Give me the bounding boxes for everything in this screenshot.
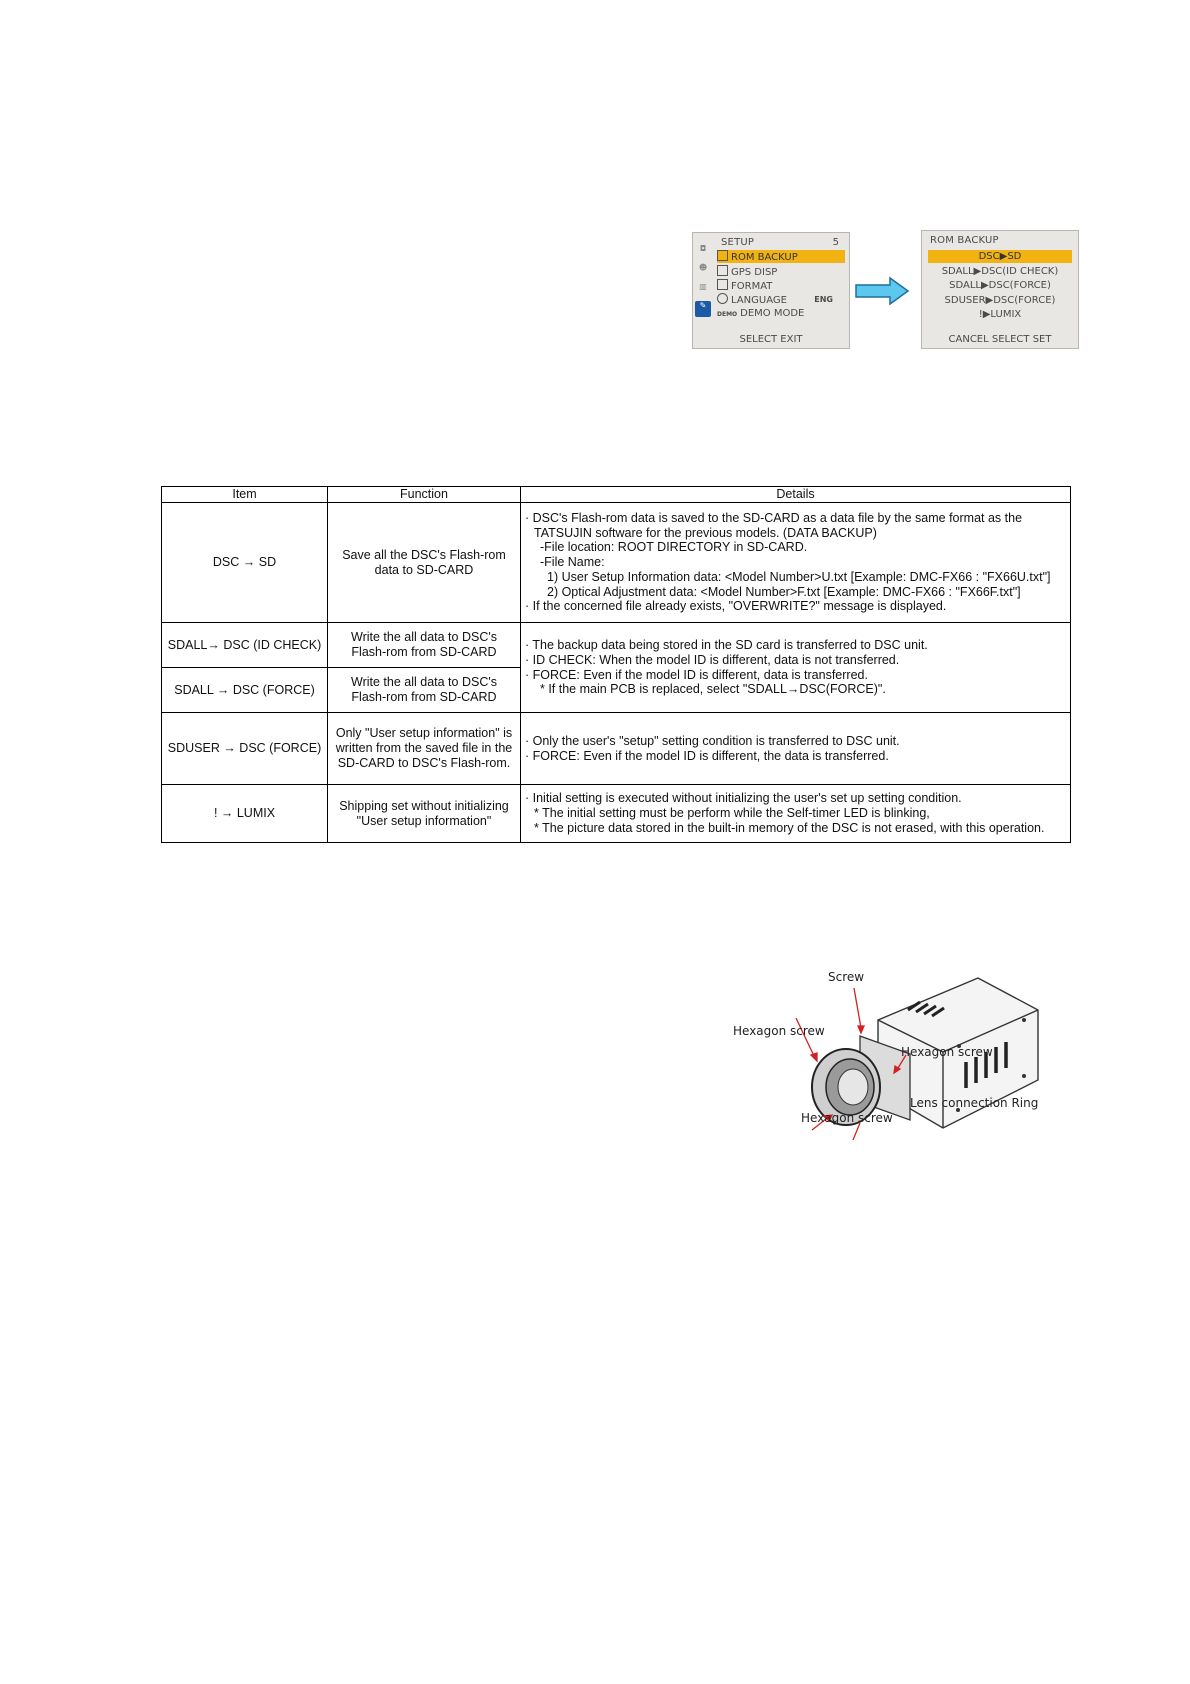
table-row [162,713,1071,785]
label-screw: Screw [828,970,865,984]
setup-menu-page: 5 [832,237,839,248]
function-cell: Save all the DSC's Flash-rom data to SD-CARD [328,503,521,623]
table-row [162,623,1071,668]
details-cell: · DSC's Flash-rom data is saved to the SD-CARD as a data file by the same format as the TATSUJIN software for the previous models. (DATA BACKUP) -File location: ROOT DIRECTORY in SD-CARD. -File Name: 1) User Setup Information data: <Model Number>U.txt [Example: DMC-FX66 : "FX66U.txt"] 2) Optical Adjustment data: <Model Number>F.txt [Example: DMC-FX66 : "FX66F.txt"] · If the concerned file already exists, "OVERWRITE?" message is displayed. [521,503,1071,623]
right-arrow-icon [854,276,910,306]
function-cell: Shipping set without initializing "User setup information" [328,785,521,843]
setup-item-gps-disp: GPS DISP [717,265,845,278]
function-cell: Write the all data to DSC's Flash-rom from SD-CARD [328,623,521,668]
rom-item-lumix: !▶LUMIX [978,309,1022,320]
format-icon [717,279,728,290]
setup-item-language: LANGUAGE ENG [717,293,845,306]
header-details: Details [521,487,1071,503]
item-cell: SDUSER → DSC (FORCE) [162,713,328,785]
rom-item-sdall-force: SDALL▶DSC(FORCE) [949,280,1051,291]
table-row [162,785,1071,843]
rom-item-dsc-sd: DSC▶SD [928,250,1072,263]
language-icon [717,293,728,304]
setup-item-demo-mode: DEMO DEMO MODE [717,308,805,319]
setup-menu-hint: SELECT EXIT [739,334,803,345]
details-cell: · Initial setting is executed without initializing the user's set up setting condition. * The initial setting must be perform while the Self-timer LED is blinking, * The picture data stored in the built-in memory of the DSC is not erased, with this operation. [521,785,1071,843]
item-cell: SDALL → DSC (FORCE) [162,668,328,713]
header-item: Item [162,487,328,503]
label-hexagon-screw-left: Hexagon screw [733,1024,825,1038]
label-hexagon-screw-bottom: Hexagon screw [801,1111,893,1125]
playback-icon: ▥ [699,282,707,291]
setup-item-rom-backup: ROM BACKUP [717,250,845,263]
setup-menu-screenshot [692,232,850,349]
label-hexagon-screw-right: Hexagon screw [901,1045,993,1059]
setup-menu-title: SETUP [721,237,755,248]
person-icon: ☻ [698,263,708,272]
rom-menu-title: ROM BACKUP [930,235,999,246]
item-cell: SDALL→ DSC (ID CHECK) [162,623,328,668]
item-cell: ! → LUMIX [162,785,328,843]
wrench-icon: ✎ [695,301,711,317]
function-cell: Only "User setup information" is written from the saved file in the SD-CARD to DSC's Flash-rom. [328,713,521,785]
rom-item-sdall-id-check: SDALL▶DSC(ID CHECK) [941,266,1059,277]
camera-icon: ◘ [699,244,707,253]
setup-menu-mode-tabs [693,241,713,333]
rom-backup-table [161,486,1071,843]
rom-item-sduser-force: SDUSER▶DSC(FORCE) [944,295,1056,306]
gps-icon [717,265,728,276]
demo-icon: DEMO [717,311,738,318]
rom-backup-icon [717,250,728,261]
header-function: Function [328,487,521,503]
table-row [162,503,1071,623]
details-cell: · The backup data being stored in the SD card is transferred to DSC unit. · ID CHECK: When the model ID is different, data is not transferred. · FORCE: Even if the model ID is different, data is transferred. * If the main PCB is replaced, select "SDALL→DSC(FORCE)". [521,623,1071,713]
function-cell: Write the all data to DSC's Flash-rom from SD-CARD [328,668,521,713]
details-cell: · Only the user's "setup" setting condition is transferred to DSC unit. · FORCE: Even if the model ID is different, the data is transferred. [521,713,1071,785]
rom-menu-hint: CANCEL SELECT SET [948,334,1052,345]
item-cell: DSC → SD [162,503,328,623]
camera-lens-ring-figure [728,970,1048,1180]
rom-backup-menu-screenshot [921,230,1079,349]
setup-item-format: FORMAT [717,279,845,292]
table-header-row [162,487,1071,503]
camera-body-illustration [728,970,1048,1180]
label-lens-connection-ring: Lens connection Ring [910,1096,1039,1110]
